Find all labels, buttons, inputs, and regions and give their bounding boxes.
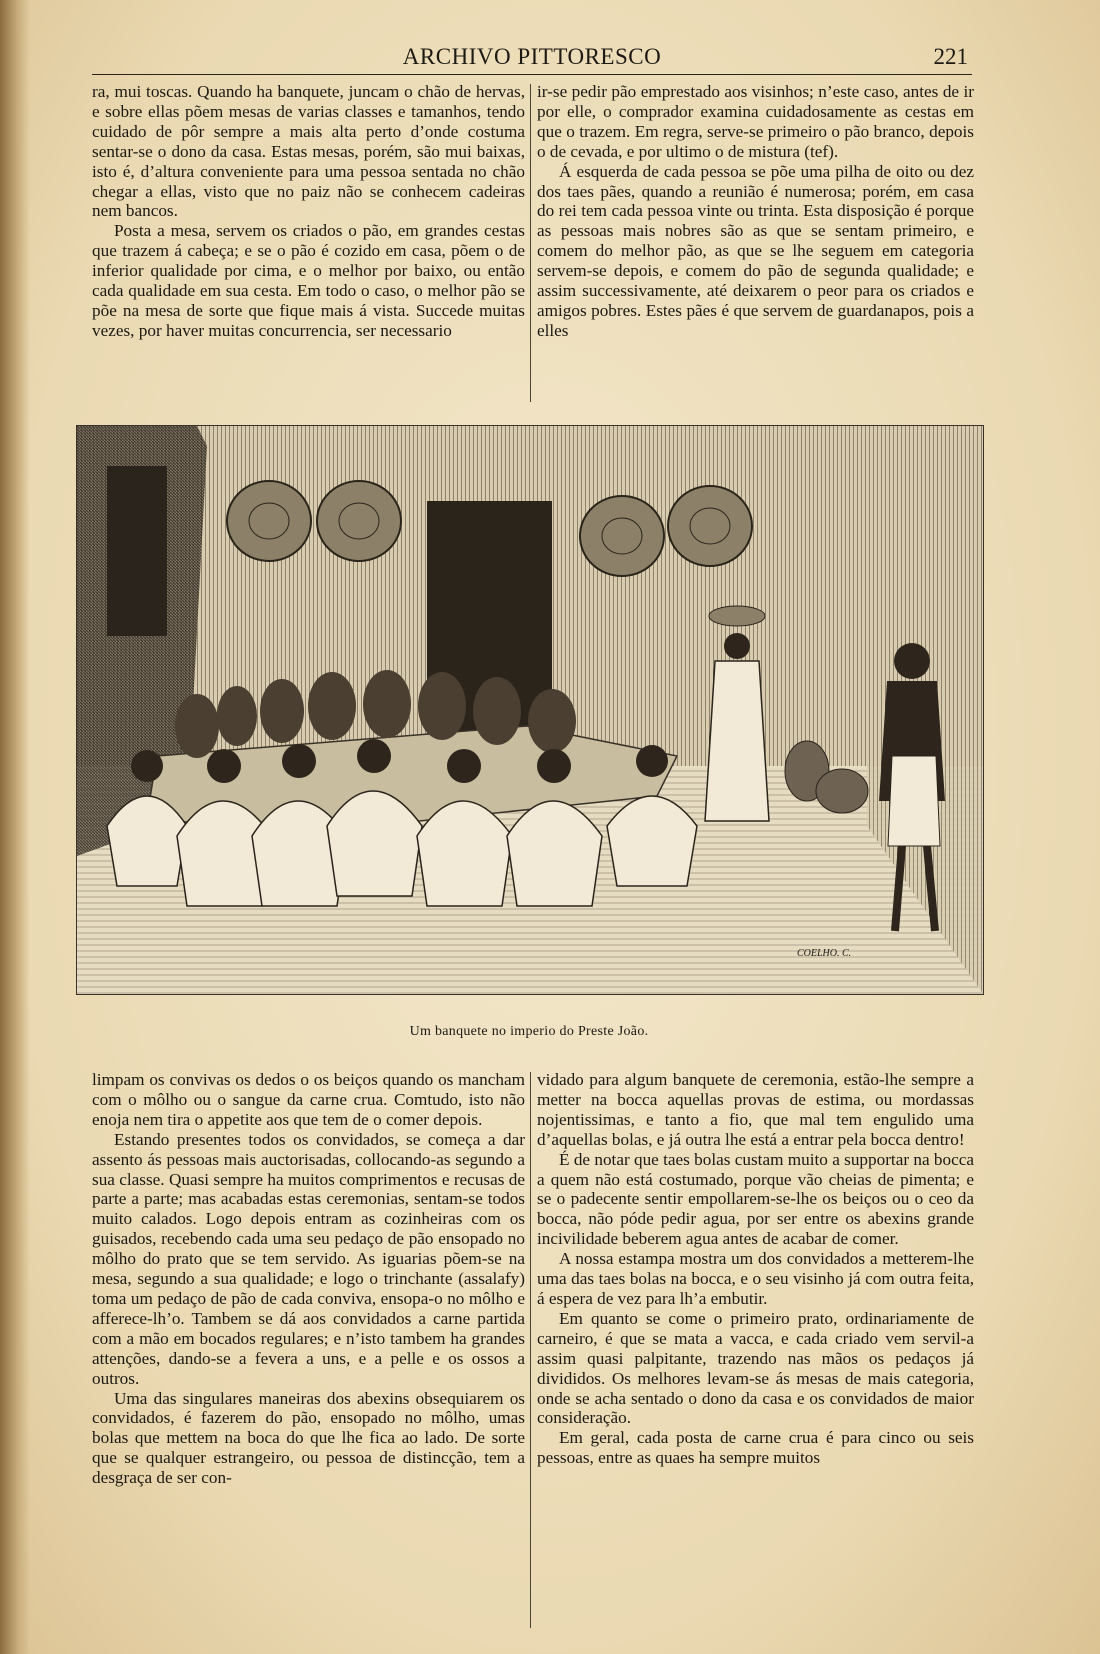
paragraph: Estando presentes todos os convidados, se começa a dar assento ás pessoas mais auctorisadas, collocando-as segundo a sua classe. Quasi sempre ha muitos comprimentos e recusas de parte a parte; mas acabadas estas ceremonias, sentam-se todos muito calados. Logo depois entram as cozinheiras com os guisados, recebendo cada uma seu pedaço de pão ensopado no môlho do prato que se tem servido. As iguarias põem-se na mesa, segundo a sua qualidade; e logo o trinchante (assalafy) toma um pedaço de pão de cada conviva, ensopa-o no môlho e afferece-lh’o. Tambem se dá aos convidados a carne partida com a mão em bocados regulares; e n’isto tambem ha grandes attenções, dando-se a fevera a uns, e a pelle e os ossos a outros. (92, 1129, 525, 1388)
column-bottom-right (537, 1070, 974, 1630)
page-number: 221 (933, 44, 968, 69)
paragraph: limpam os convivas os dedos o os beiços quando os mancham com o môlho ou o sangue da carne crua. Comtudo, isto não enoja nem tira o appetite aos que tem de o comer depois. (92, 1070, 525, 1129)
paragraph: Posta a mesa, servem os criados o pão, em grandes cestas que trazem á cabeça; e se o pão é cozido em casa, põem o de inferior qualidade por cima, e o melhor por baixo, ou então cada qualidade em sua cesta. Em todo o caso, o melhor pão se põe na mesa de sorte que fique mais á vista. Succede muitas vezes, por haver muitas concurrencia, ser necessario (92, 221, 525, 340)
column-top-left (92, 82, 525, 402)
engraver-signature: COELHO. C. (797, 948, 852, 959)
paragraph: A nossa estampa mostra um dos convidados a metterem-lhe uma das taes bolas na bocca, e o seu visinho já com outra feita, á espera de vez para lh’a embutir. (537, 1249, 974, 1308)
paragraph: ir-se pedir pão emprestado aos visinhos; n’este caso, antes de ir por elle, o comprador examina cuidadosamente as cestas em que o trazem. Em regra, serve-se primeiro o pão branco, depois o de cevada, e por ultimo o de mistura (tef). (537, 82, 974, 161)
paragraph: Em geral, cada posta de carne crua é para cinco ou seis pessoas, entre as quaes ha sempre muitos (537, 1428, 974, 1468)
paragraph: Uma das singulares maneiras dos abexins obsequiarem os convidados, é fazerem do pão, ensopado no môlho, umas bolas que mettem na boca do que lhe fica ao lado. De sorte que se qualquer estrangeiro, ou pessoa de distincção, tem a desgraça de ser con- (92, 1388, 525, 1488)
paragraph: vidado para algum banquete de ceremonia, estão-lhe sempre a metter na bocca aquellas provas de estima, ou mordassas nojentissimas, e tanto a fio, que mal tem engulido uma d’aquellas bolas, e já outra lhe está a entrar pela bocca dentro! (537, 1070, 974, 1149)
banquet-engraving (76, 425, 984, 995)
page-header (92, 44, 972, 75)
paragraph: Em quanto se come o primeiro prato, ordinariamente de carneiro, é que se mata a vacca, e cada criado vem servil-a assim quasi palpitante, trazendo nas mãos os pedaços já divididos. Os melhores levam-se ás mesas de mais categoria, onde se acha sentado o dono da casa e os convidados de maior consideração. (537, 1308, 974, 1428)
paragraph: Á esquerda de cada pessoa se põe uma pilha de oito ou dez dos taes pães, quando a reunião é numerosa; porém, em casa do rei tem cada pessoa vinte ou trinta. Esta disposição é porque as pessoas mais nobres são as que se sentam primeiro, e comem do melhor pão, as que se lhe seguem em categoria servem-se depois, e comem do pão de segunda qualidade; e assim successivamente, até deixarem o peor para os criados e amigos pobres. Estes pães é que servem de guardanapos, pois a elles (537, 161, 974, 340)
column-top-right (537, 82, 974, 402)
illustration-caption: Um banquete no imperio do Preste João. (409, 1024, 649, 1039)
binding-shadow (0, 0, 30, 1654)
column-bottom-left (92, 1070, 525, 1630)
engraving-drawing (77, 426, 983, 994)
column-divider (530, 1072, 531, 1628)
paragraph: ra, mui toscas. Quando ha banquete, juncam o chão de hervas, e sobre ellas põem mesas de varias classes e tamanhos, tendo cuidado de pôr sempre a mais alta perto d’onde costuma sentar-se o dono da casa. Estas mesas, porém, são mui baixas, isto é, d’altura conveniente para uma pessoa sentada no chão chegar a ellas, visto que no paiz não se conhecem cadeiras nem bancos. (92, 82, 525, 221)
running-title: ARCHIVO PITTORESCO (402, 44, 662, 69)
paragraph: É de notar que taes bolas custam muito a supportar na bocca a quem não está costumado, porque vão cheias de pimenta; e se o padecente sentir empollarem-se-lhe os beiços ou o ceo da bocca, não póde pedir agua, por ser entre os abexins grande incivilidade beberem agua antes de acabar de comer. (537, 1149, 974, 1249)
column-divider (530, 84, 531, 402)
